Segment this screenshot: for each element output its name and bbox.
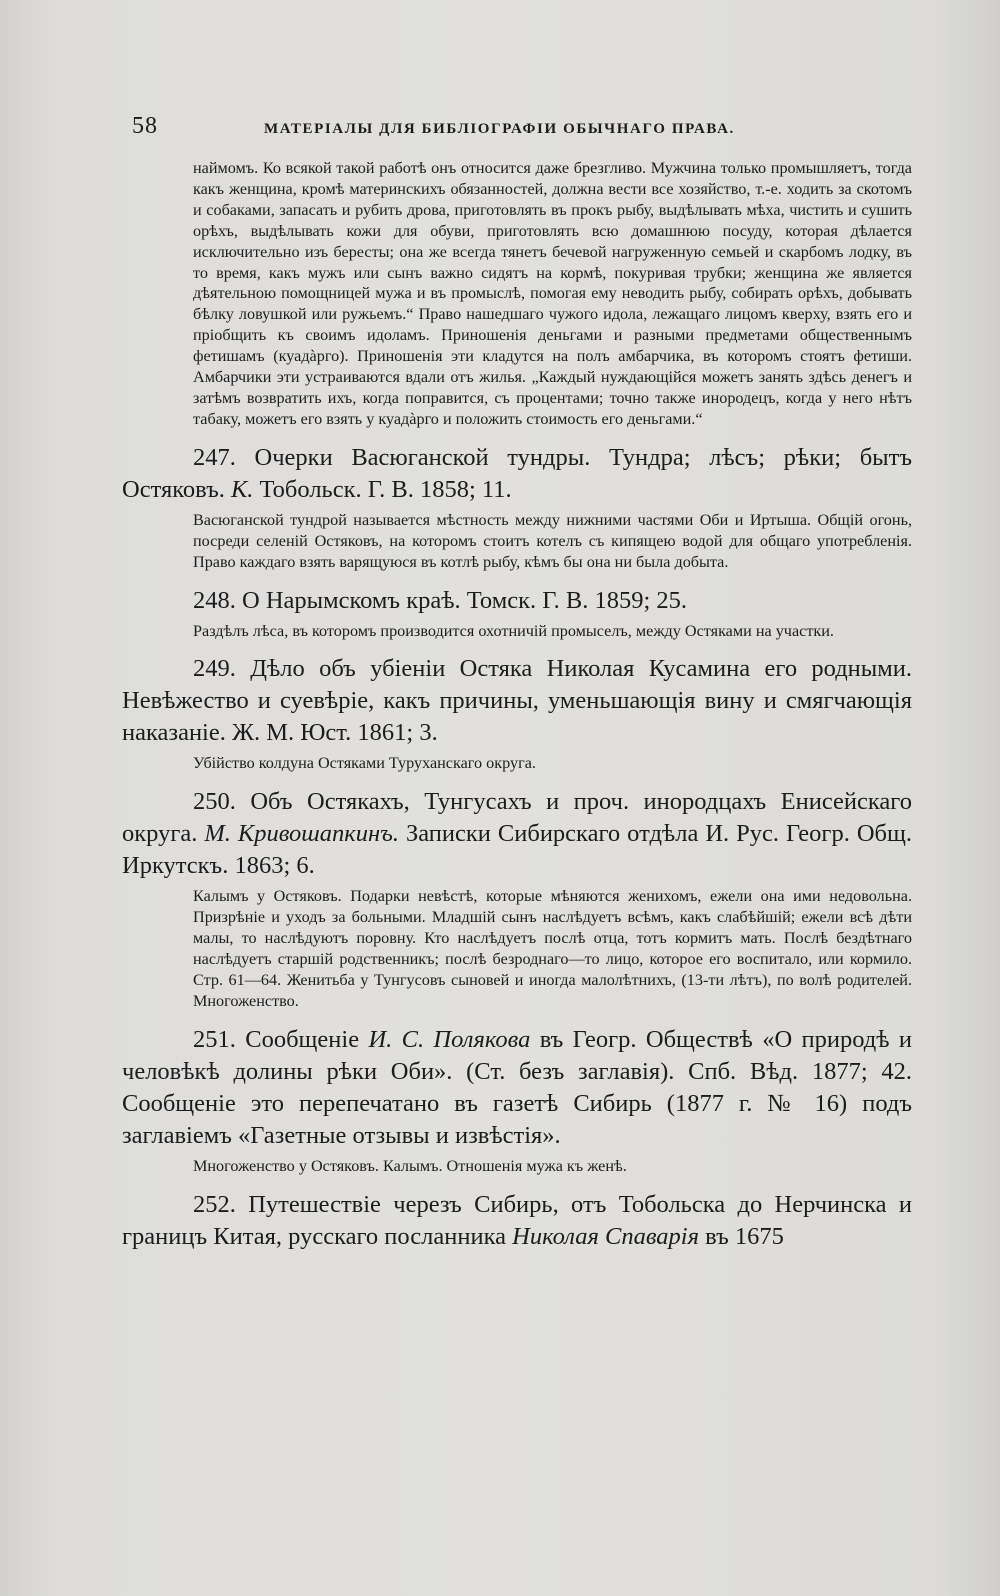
bibliography-entry-252 — [122, 1189, 912, 1253]
entry-source: Ж. М. Юст. 1861; 3. — [232, 719, 438, 747]
page-number: 58 — [132, 113, 158, 139]
bibliography-entry-248 — [122, 585, 912, 642]
bibliography-entry-247 — [122, 442, 912, 573]
entry-number: 252. — [193, 1190, 236, 1218]
running-title: МАТЕРIАЛЫ ДЛЯ БИБЛIОГРАФIИ ОБЫЧНАГО ПРАВА. — [264, 121, 735, 137]
bibliography-entry-251 — [122, 1024, 912, 1177]
entry-source: въ 1675 — [705, 1222, 784, 1250]
entry-author: К. — [231, 475, 254, 503]
entry-heading — [122, 585, 912, 617]
page-body — [122, 158, 912, 1253]
entry-number: 250. — [193, 788, 236, 816]
entry-title: Сообщенiе — [245, 1025, 360, 1053]
entry-author: М. Кривошапкинъ. — [204, 820, 399, 848]
bibliography-entry-249 — [122, 653, 912, 774]
entry-number: 247. — [193, 443, 236, 471]
entry-heading — [122, 1024, 912, 1152]
entry-heading — [122, 653, 912, 749]
entry-number: 248. — [193, 586, 236, 614]
entry-title: Дѣло объ убiенiи Остяка Николая Кусамина его родными. Невѣжество и суевѣрiе, какъ причины, уменьшающiя вину и смягчающiя наказанiе. — [122, 655, 912, 747]
entry-note: Многоженство у Остяковъ. Калымъ. Отношенiя мужа къ женѣ. — [193, 1156, 627, 1175]
entry-title: О Нарымскомъ краѣ. Томск. Г. В. 1859; 25. — [242, 586, 688, 614]
entry-author: Николая Спаварiя — [512, 1222, 699, 1250]
entry-number: 249. — [193, 655, 236, 683]
continuation-paragraph: наймомъ. Ко всякой такой работѣ онъ относится даже брезгливо. Мужчина только промышляетъ, тогда какъ женщина, кромѣ материнскихъ обязанностей, должна вести все хозяйство, т.-е. ходить за скотомъ и собаками, запасать и рубить дрова, приготовлять въ прокъ рыбу, выдѣлывать мѣха, чистить и сушить орѣхъ, выдѣлывать кожи для обуви, приготовлять всю домашнюю посуду, которая дѣлается исключительно изъ бересты; она же всегда тянетъ бечевой нагруженную семьей и скарбомъ лодку, въ то время, какъ мужъ или сынъ важно сидятъ на кормѣ, покуривая трубки; женщина же является дѣятельною помощницей мужа и въ промыслѣ, помогая ему неводить рыбу, собирать орѣхъ, добывать бѣлку ловушкой или ружьемъ.“ Право нашедшаго чужого идола, лежащаго лицомъ кверху, взять его и прiобщить къ своимъ идоламъ. Приношенiя деньгами и разными предметами общественнымъ фетишамъ (куадàрго). Приношенiя эти кладутся на полъ амбарчика, въ которомъ стоятъ фетиши. Амбарчики эти устраиваются вдали отъ жилья. „Каждый нуждающiйся можетъ занять здѣсь денегъ и затѣмъ возвратить ихъ, когда поправится, съ процентами; точно также инородецъ, когда у него нѣтъ табаку, можетъ его взять у куадàрго и положить стоимость его деньгами.“ — [193, 159, 912, 428]
bibliography-entry-250 — [122, 786, 912, 1011]
entry-source: Записки Сибирскаго отдѣла И. Рус. Геогр. Общ. Иркутскъ. 1863; 6. — [122, 820, 913, 880]
page-header — [132, 113, 777, 143]
entry-heading — [122, 442, 912, 506]
entry-author: И. С. Полякова — [368, 1025, 531, 1053]
entry-number: 251. — [193, 1025, 236, 1053]
entry-title: Путешествiе черезъ Сибирь, отъ Тобольска до Нерчинска и границъ Китая, русскаго посланника — [122, 1190, 913, 1250]
entry-note: Раздѣлъ лѣса, въ которомъ производится охотничiй промыселъ, между Остяками на участки. — [193, 621, 834, 640]
entry-source: въ Геогр. Обществѣ «О природѣ и человѣкѣ долины рѣки Оби». (Ст. безъ заглавiя). Спб. Вѣд. 1877; 42. Сообщенiе это перепечатано въ газетѣ Сибирь (1877 г. № 16) подъ заглавiемъ «Газетные отзывы и извѣстiя». — [122, 1025, 913, 1149]
entry-title: Очерки Васюганской тундры. Тундра; лѣсъ; рѣки; бытъ Остяковъ. — [122, 443, 912, 503]
entry-source: Тобольск. Г. В. 1858; 11. — [259, 475, 512, 503]
entry-note: Убiйство колдуна Остяками Туруханскаго округа. — [193, 754, 536, 773]
entry-title: Объ Остякахъ, Тунгусахъ и проч. инородцахъ Енисейскаго округа. — [122, 788, 912, 848]
entry-note: Васюганской тундрой называется мѣстность между нижними частями Оби и Иртыша. Общiй огонь, посреди селенiй Остяковъ, на которомъ стоитъ котелъ съ кипящею водой для общаго употребленiя. Право каждаго взять варящуюся въ котлѣ рыбу, кѣмъ бы она ни была добыта. — [193, 510, 912, 571]
entry-heading — [122, 1189, 912, 1253]
entry-note: Калымъ у Остяковъ. Подарки невѣстѣ, которые мѣняются женихомъ, ежели она ими недовольна. Призрѣнiе и уходъ за больными. Младшiй сынъ наслѣдуетъ всѣмъ, какъ слабѣйшiй; ежели всѣ дѣти малы, то наслѣдуютъ поровну. Кто наслѣдуетъ послѣ отца, тотъ кормитъ мать. Послѣ бездѣтнаго наслѣдуетъ старшiй родственникъ; послѣ безроднаго—то лицо, которое его воспитало, или кормило. Стр. 61—64. Женитьба у Тунгусовъ сыновей и иногда малолѣтнихъ, (13-ти лѣтъ), по волѣ родителей. Многоженство. — [193, 887, 912, 1010]
entry-heading — [122, 786, 912, 882]
